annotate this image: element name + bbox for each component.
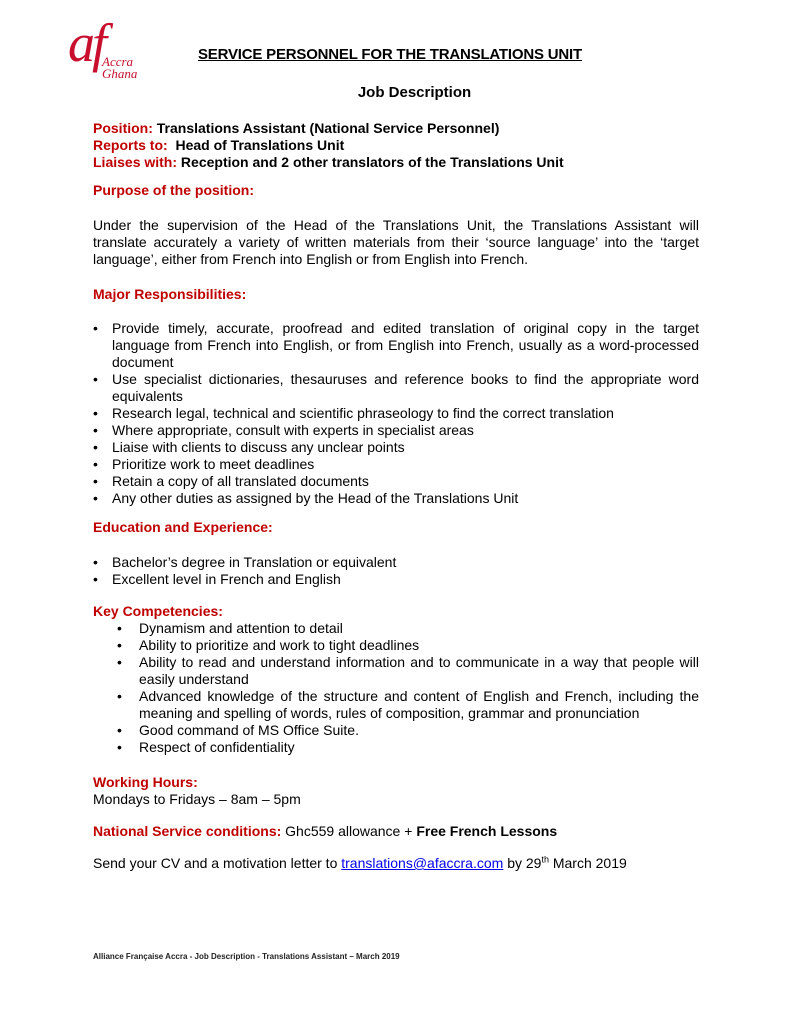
position-value: Translations Assistant (National Service Personnel) [156, 120, 500, 136]
liaises-value: Reception and 2 other translators of the Translations Unit [180, 154, 564, 170]
conditions-label: National Service conditions: [93, 823, 282, 839]
list-item: • Where appropriate, consult with experts in specialist areas [93, 422, 699, 439]
purpose-heading: Purpose of the position: [93, 182, 254, 198]
list-item: • Retain a copy of all translated documents [93, 473, 699, 490]
list-item: • Dynamism and attention to detail [93, 620, 699, 637]
reports-value: Head of Translations Unit [175, 137, 345, 153]
email-link[interactable]: translations@afaccra.com [341, 855, 504, 871]
list-item: • Research legal, technical and scientific phraseology to find the correct translation [93, 405, 699, 422]
hours-text: Mondays to Fridays – 8am – 5pm [93, 791, 301, 807]
deadline-suffix: th [541, 854, 549, 865]
page-footer: Alliance Française Accra - Job Description - Translations Assistant – March 2019 [93, 952, 400, 961]
list-item: • Bachelor’s degree in Translation or equivalent [93, 554, 699, 571]
reports-label: Reports to: [93, 137, 168, 153]
liaises-line [93, 154, 733, 171]
list-item: • Any other duties as assigned by the Head of the Translations Unit [93, 490, 699, 507]
conditions-bonus: Free French Lessons [416, 823, 558, 839]
competencies-list [93, 620, 699, 756]
list-item: • Good command of MS Office Suite. [93, 722, 699, 739]
list-item: • Liaise with clients to discuss any unclear points [93, 439, 699, 456]
document-title: SERVICE PERSONNEL FOR THE TRANSLATIONS UNIT [198, 46, 582, 63]
purpose-text: Under the supervision of the Head of the Translations Unit, the Translations Assistant will translate accurately a variety of written materials from their ‘source language’ into the ‘target language’, either from French into English or from English into French. [93, 217, 699, 267]
application-instructions [93, 855, 699, 872]
responsibilities-list [93, 320, 699, 507]
logo-mark: af [68, 13, 105, 73]
hours-heading: Working Hours: [93, 774, 198, 790]
position-label: Position: [93, 120, 153, 136]
conditions-allowance: Ghc559 allowance + [285, 823, 413, 839]
education-list [93, 554, 699, 588]
logo-city [102, 56, 137, 80]
list-item: • Use specialist dictionaries, thesauruses and reference books to find the appropriate word equivalents [93, 371, 699, 405]
list-item: • Ability to read and understand information and to communicate in a way that people will easily understand [93, 654, 699, 688]
responsibilities-heading: Major Responsibilities: [93, 286, 247, 302]
apply-deadline: by 29 [507, 855, 542, 871]
list-item: • Provide timely, accurate, proofread and edited translation of original copy in the target language from French into English, or from English into French, usually as a word-processed document [93, 320, 699, 371]
reports-line [93, 137, 733, 154]
list-item: • Respect of confidentiality [93, 739, 699, 756]
apply-text: Send your CV and a motivation letter to [93, 855, 338, 871]
list-item: • Excellent level in French and English [93, 571, 699, 588]
af-accra-logo [68, 13, 148, 84]
position-line [93, 120, 733, 137]
apply-deadline-month: March 2019 [552, 855, 627, 871]
competencies-heading: Key Competencies: [93, 603, 223, 619]
education-heading: Education and Experience: [93, 519, 273, 535]
list-item: • Ability to prioritize and work to tight deadlines [93, 637, 699, 654]
liaises-label: Liaises with: [93, 154, 178, 170]
logo-city-name: Accra [102, 54, 134, 69]
list-item: • Prioritize work to meet deadlines [93, 456, 699, 473]
job-details [93, 120, 733, 171]
list-item: • Advanced knowledge of the structure and content of English and French, including the meaning and spelling of words, rules of composition, grammar and pronunciation [93, 688, 699, 722]
logo-country-name: Ghana [102, 66, 138, 81]
service-conditions [93, 823, 699, 840]
document-subtitle: Job Description [357, 84, 472, 101]
